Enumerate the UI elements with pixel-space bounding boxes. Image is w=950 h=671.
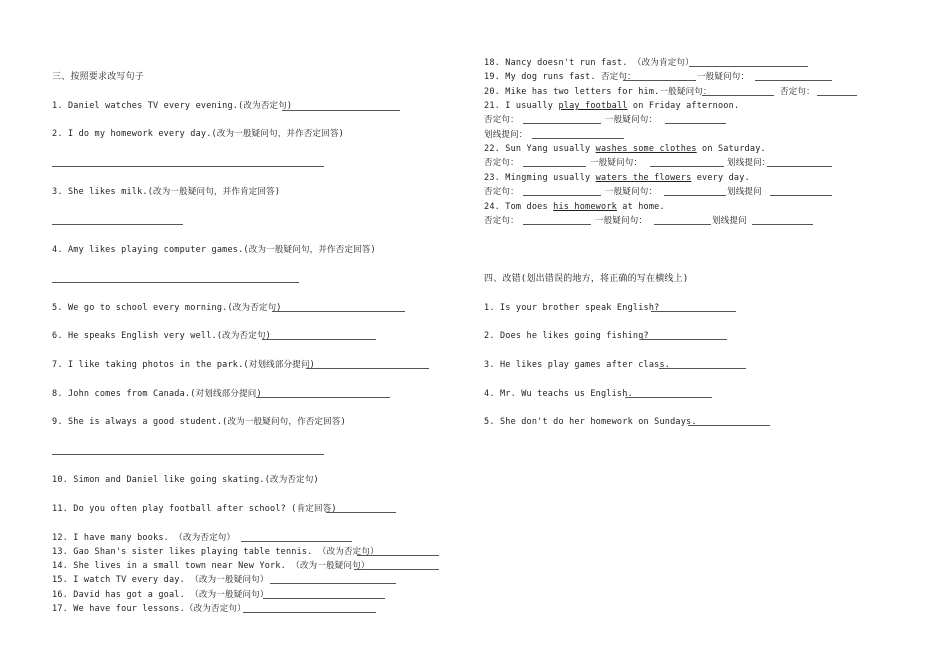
- question-19: 19. My dog runs fast. 否定句：: [484, 72, 636, 82]
- answer-line-24-negative[interactable]: [523, 224, 591, 225]
- question-21: 21. I usually play football on Friday afternoon.: [484, 101, 740, 111]
- question-8: 8. John comes from Canada.(对划线部分提问): [52, 389, 262, 399]
- label-23-yes-no: 一般疑问句：: [605, 187, 658, 197]
- question-20: 20. Mike has two letters for him.一般疑问句：: [484, 87, 712, 97]
- question-15: 15. I watch TV every day. （改为一般疑问句）: [52, 575, 269, 585]
- question-12: 12. I have many books. （改为否定句）: [52, 533, 236, 543]
- label-22-negative: 否定句：: [484, 158, 519, 168]
- label-19-yes-no: 一般疑问句：: [697, 72, 750, 82]
- question-24: 24. Tom does his homework at home.: [484, 202, 665, 212]
- question-1: 1. Daniel watches TV every evening.(改为否定句): [52, 101, 293, 111]
- question-7: 7. I like taking photos in the park.(对划线部分提问): [52, 360, 315, 370]
- answer-line-21-yes-no[interactable]: [665, 123, 726, 124]
- answer-line-22-yes-no[interactable]: [650, 166, 724, 167]
- answer-line-18[interactable]: [689, 66, 808, 67]
- answer-line-21-negative[interactable]: [523, 123, 601, 124]
- section-heading-rewrite: 三、按照要求改写句子: [52, 72, 145, 82]
- underlined-phrase-22: washes some clothes: [595, 144, 697, 154]
- question-18: 18. Nancy doesn't run fast. （改为肯定句）: [484, 58, 694, 68]
- answer-line-20-negative[interactable]: [817, 95, 857, 96]
- question-14: 14. She lives in a small town near New York. （改为一般疑问句）: [52, 561, 370, 571]
- answer-line-23-wh[interactable]: [770, 195, 832, 196]
- section-heading-correction: 四、改错(划出错误的地方，将正确的写在横线上): [484, 274, 689, 284]
- answer-line-7[interactable]: [306, 368, 429, 369]
- answer-line-11[interactable]: [326, 512, 396, 513]
- label-21-wh: 划线提问：: [484, 130, 528, 140]
- correction-line-3[interactable]: [659, 368, 746, 369]
- answer-line-19-yes-no[interactable]: [755, 80, 832, 81]
- answer-line-21-wh[interactable]: [532, 138, 624, 139]
- question-3: 3. She likes milk.(改为一般疑问句，并作肯定回答): [52, 187, 281, 197]
- answer-line-24-yes-no[interactable]: [654, 224, 711, 225]
- answer-line-4[interactable]: [52, 282, 299, 283]
- correction-5: 5. She don't do her homework on Sundays.: [484, 417, 697, 427]
- question-16: 16. David has got a goal. （改为一般疑问句）: [52, 590, 269, 600]
- answer-line-23-yes-no[interactable]: [664, 195, 726, 196]
- question-4: 4. Amy likes playing computer games.(改为一般疑问句，并作否定回答): [52, 245, 376, 255]
- label-24-wh: 划线提问: [712, 216, 747, 226]
- answer-line-14[interactable]: [354, 569, 439, 570]
- question-22: 22. Sun Yang usually washes some clothes on Saturday.: [484, 144, 766, 154]
- question-11: 11. Do you often play football after school? (肯定回答): [52, 504, 337, 514]
- answer-line-22-negative[interactable]: [523, 166, 586, 167]
- underlined-phrase-23: waters the flowers: [595, 173, 692, 183]
- answer-line-8[interactable]: [256, 397, 390, 398]
- question-17: 17. We have four lessons.（改为否定句）: [52, 604, 246, 614]
- label-24-negative: 否定句：: [484, 216, 519, 226]
- answer-line-16[interactable]: [263, 598, 385, 599]
- label-22-wh: 划线提问：: [727, 158, 771, 168]
- correction-3: 3. He likes play games after class.: [484, 360, 671, 370]
- question-9: 9. She is always a good student.(改为一般疑问句，作否定回答): [52, 417, 346, 427]
- answer-line-24-wh[interactable]: [752, 224, 813, 225]
- answer-line-15[interactable]: [270, 583, 396, 584]
- correction-4: 4. Mr. Wu teachs us English.: [484, 389, 633, 399]
- question-13: 13. Gao Shan's sister likes playing table tennis. （改为否定句）: [52, 547, 379, 557]
- correction-2: 2. Does he likes going fishing?: [484, 331, 649, 341]
- label-22-yes-no: 一般疑问句：: [590, 158, 643, 168]
- correction-line-5[interactable]: [688, 425, 770, 426]
- label-23-wh: 划线提问: [727, 187, 762, 197]
- answer-line-13[interactable]: [357, 555, 439, 556]
- correction-line-2[interactable]: [640, 339, 727, 340]
- label-23-negative: 否定句：: [484, 187, 519, 197]
- question-5: 5. We go to school every morning.(改为否定句): [52, 303, 282, 313]
- answer-line-19-negative[interactable]: [623, 80, 696, 81]
- underlined-phrase-21: play football: [558, 101, 628, 111]
- answer-line-12[interactable]: [241, 541, 352, 542]
- question-23: 23. Mingming usually waters the flowers every day.: [484, 173, 750, 183]
- answer-line-22-wh[interactable]: [767, 166, 832, 167]
- answer-line-2[interactable]: [52, 166, 324, 167]
- question-10: 10. Simon and Daniel like going skating.(改为否定句): [52, 475, 319, 485]
- question-6: 6. He speaks English very well.(改为否定句): [52, 331, 271, 341]
- correction-line-1[interactable]: [651, 311, 736, 312]
- answer-line-23-negative[interactable]: [523, 195, 601, 196]
- question-2: 2. I do my homework every day.(改为一般疑问句，并作否定回答): [52, 129, 344, 139]
- label-21-negative: 否定句：: [484, 115, 519, 125]
- label-21-yes-no: 一般疑问句：: [605, 115, 658, 125]
- label-24-yes-no: 一般疑问句：: [595, 216, 648, 226]
- label-20-negative: 否定句：: [780, 87, 815, 97]
- answer-line-5[interactable]: [272, 311, 405, 312]
- underlined-phrase-24: his homework: [553, 202, 617, 212]
- answer-line-6[interactable]: [262, 339, 376, 340]
- answer-line-9[interactable]: [52, 454, 324, 455]
- answer-line-17[interactable]: [243, 612, 376, 613]
- correction-1: 1. Is your brother speak English?: [484, 303, 660, 313]
- correction-line-4[interactable]: [625, 397, 712, 398]
- answer-line-3[interactable]: [52, 224, 183, 225]
- answer-line-20-yes-no[interactable]: [702, 95, 774, 96]
- answer-line-1[interactable]: [282, 110, 400, 111]
